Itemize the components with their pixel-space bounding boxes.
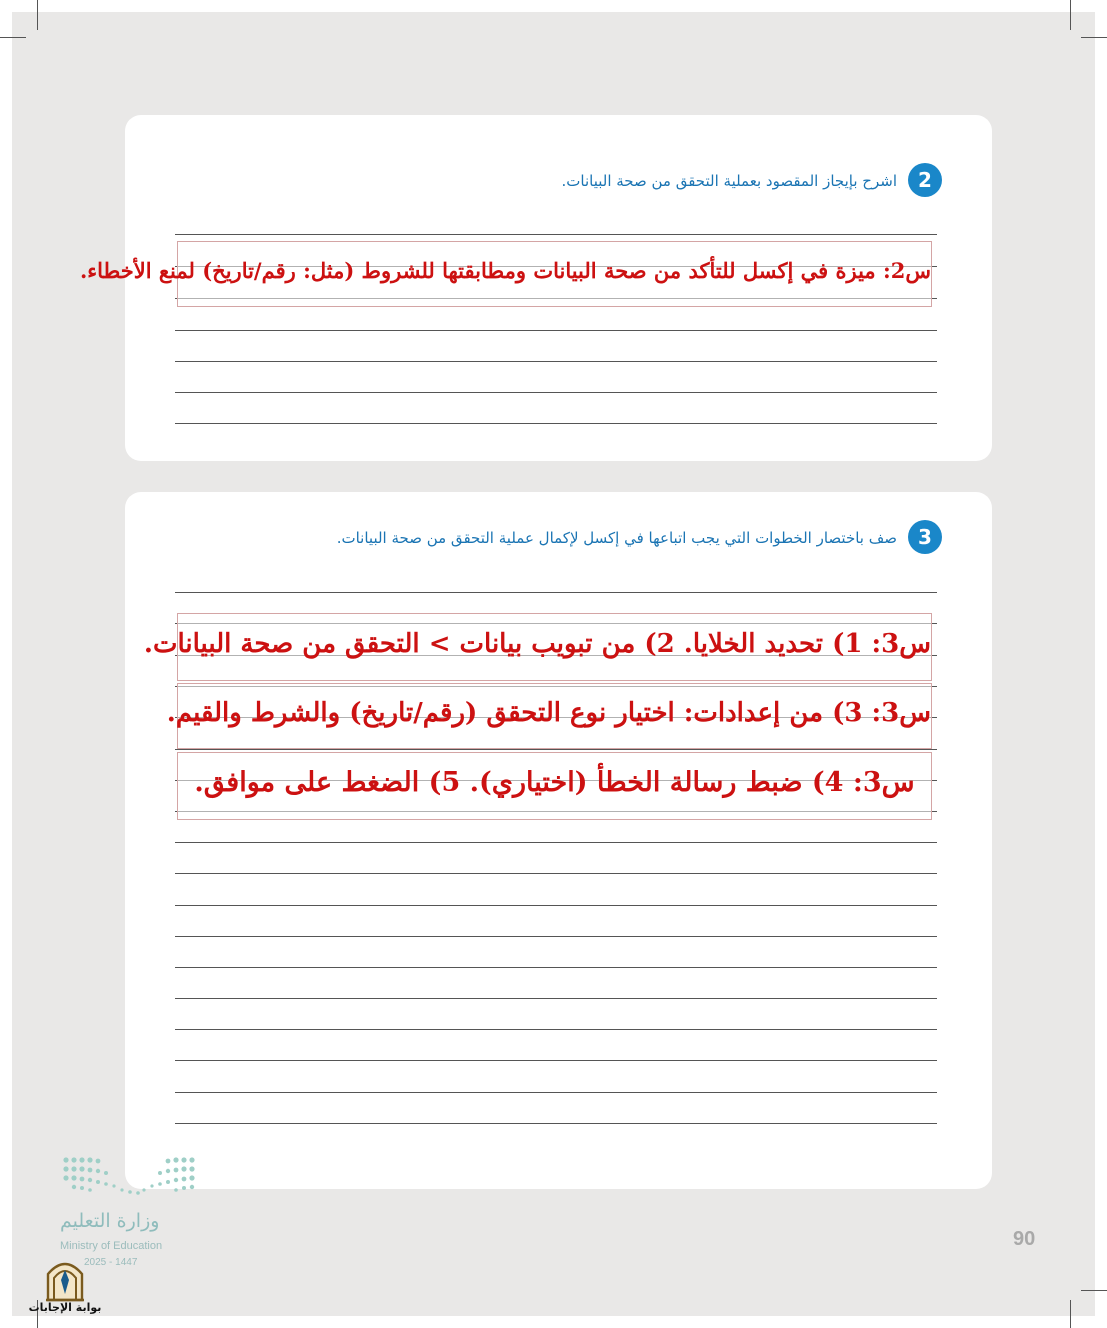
question-3-answer-line-1	[143, 613, 932, 681]
crop-mark	[1081, 37, 1107, 38]
question-2-text: اشرح بإيجاز المقصود بعملية التحقق من صحة البيانات.	[561, 172, 897, 190]
crop-mark	[1081, 1290, 1107, 1291]
question-3-answer-text-1: س3: 1) تحديد الخلايا. 2) من تبويب بيانات > التحقق من صحة البيانات.	[143, 629, 931, 659]
ministry-year: 2025 - 1447	[84, 1257, 138, 1268]
crop-mark	[1070, 0, 1071, 30]
question-3-answer-text-2: س3: 3) من إعدادات: اختيار نوع التحقق (رقم/تاريخ) والشرط والقيم.	[166, 698, 931, 728]
question-3-answer-line-2	[166, 683, 932, 749]
ministry-name-english: Ministry of Education	[60, 1240, 163, 1252]
crop-mark	[37, 0, 38, 30]
question-2-number-badge: 2	[908, 163, 942, 197]
question-3-card	[125, 492, 992, 1189]
page-number: 90	[1013, 1228, 1036, 1250]
question-3-text: صف باختصار الخطوات التي يجب اتباعها في إكسل لإكمال عملية التحقق من صحة البيانات.	[336, 529, 897, 547]
question-2-answer-text: س2: ميزة في إكسل للتأكد من صحة البيانات ومطابقتها للشروط (مثل: رقم/تاريخ) لمنع الأخطاء.	[79, 258, 931, 283]
ministry-logo-icon	[60, 1154, 200, 1200]
crop-mark	[0, 37, 26, 38]
question-3-answer-text-3: س3: 4) ضبط رسالة الخطأ (اختياري). 5) الضغط على موافق.	[194, 767, 915, 798]
ministry-name-arabic: وزارة التعليم	[60, 1210, 160, 1232]
question-2-answer	[79, 241, 932, 307]
question-3-answer-line-3	[177, 752, 932, 820]
site-name: بوابة الإجابات	[28, 1301, 102, 1314]
crop-mark	[1070, 1300, 1071, 1328]
question-3-number-badge: 3	[908, 520, 942, 554]
gate-logo-icon	[44, 1256, 86, 1302]
